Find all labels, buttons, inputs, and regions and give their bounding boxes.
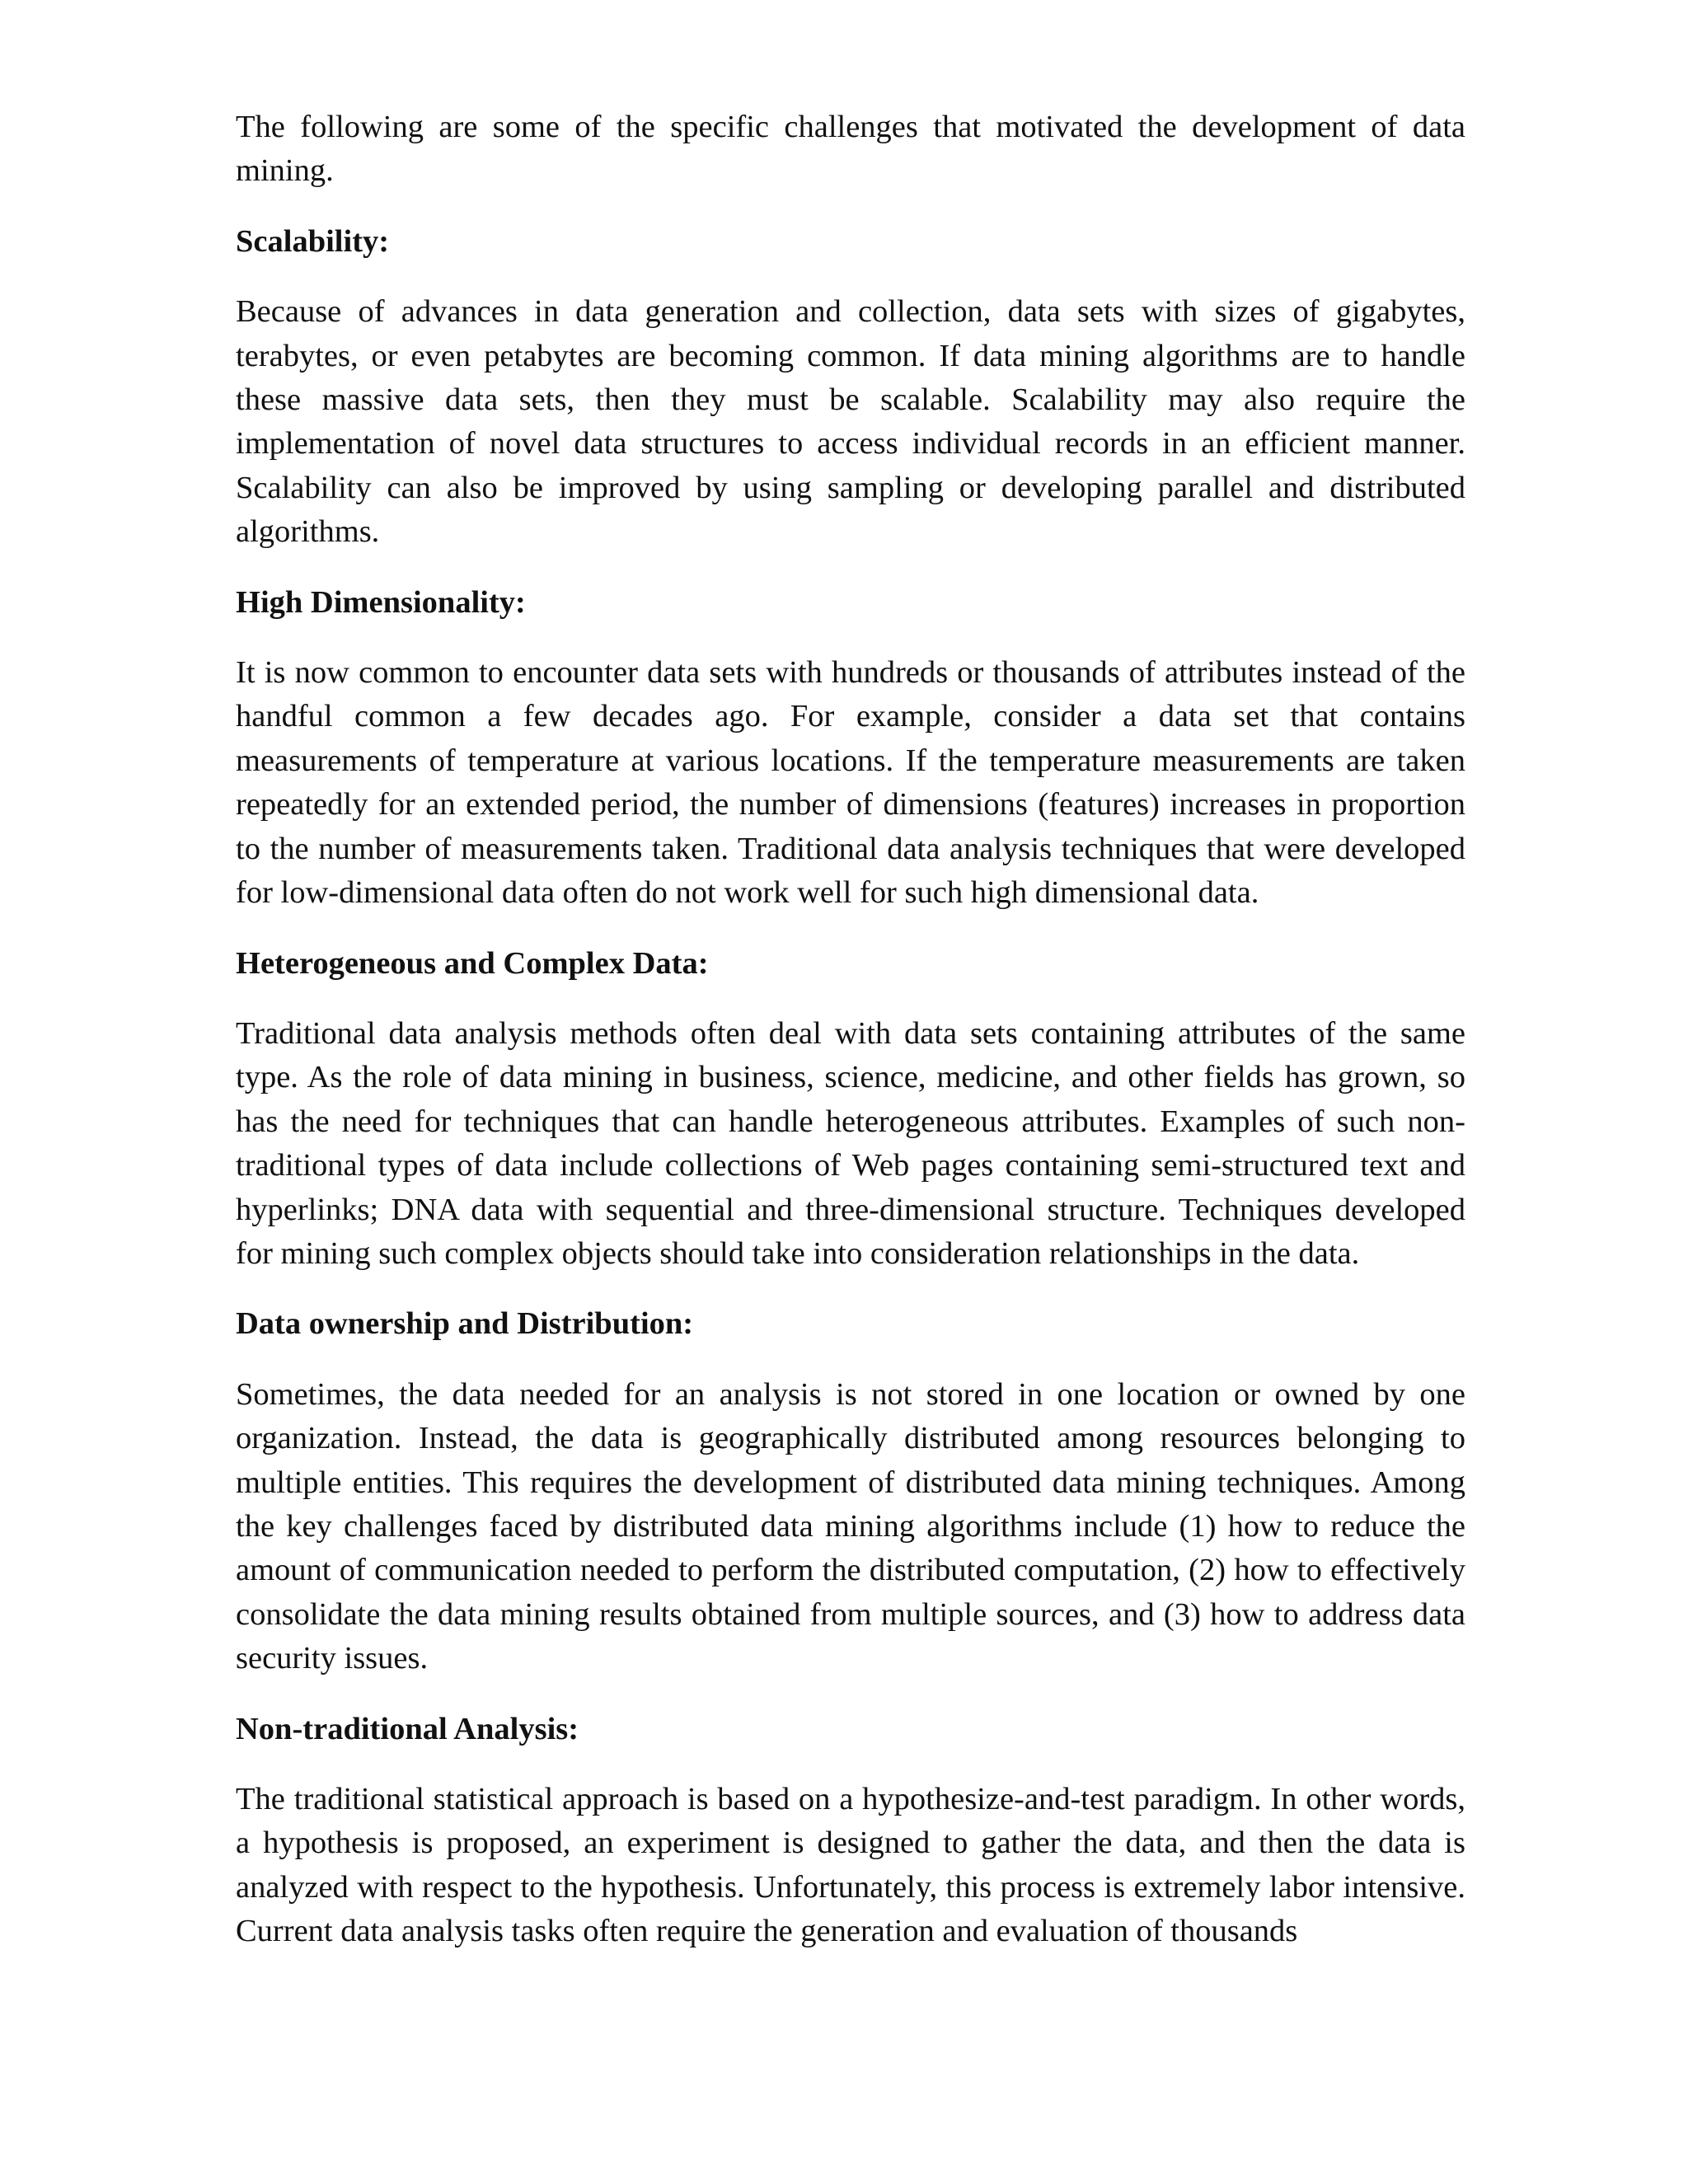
section-body-heterogeneous-data: Traditional data analysis methods often deal with data sets containing attributes of the same type. As the role of data mining in business, science, medicine, and other fields has grown, so has the need for techniques that can handle heterogeneous attributes. Examples of such non-traditional types of data include collections of Web pages containing semi-structured text and hyperlinks; DNA data with sequential and three-dimensional structure. Techniques developed for mining such complex objects should take into consideration relationships in the data. — [236, 1015, 1465, 1271]
section-body-high-dimensionality: It is now common to encounter data sets with hundreds or thousands of attributes instead of the handful common a few decades ago. For example, consider a data set that contains measurements of temperature at various locations. If the temperature measurements are taken repeatedly for an extended period, the number of dimensions (features) increases in proportion to the number of measurements taken. Traditional data analysis techniques that were developed for low-dimensional data often do not work well for such high dimensional data. — [236, 655, 1465, 911]
section-heading-high-dimensionality: High Dimensionality: — [236, 584, 526, 620]
section-body-non-traditional-analysis: The traditional statistical approach is based on a hypothesize-and-test paradigm. In other words, a hypothesis is proposed, an experiment is designed to gather the data, and then the data is analyzed with respect to the hypothesis. Unfortunately, this process is extremely labor intensive. Current data analysis tasks often require the generation and evaluation of thousands — [236, 1782, 1465, 1949]
section-heading-data-ownership: Data ownership and Distribution: — [236, 1306, 694, 1342]
intro-paragraph: The following are some of the specific challenges that motivated the development of data mining. — [236, 110, 1465, 189]
section-body-data-ownership: Sometimes, the data needed for an analysis is not stored in one location or owned by one organization. Instead, the data is geographically distributed among resources belonging to multiple entities. This requires the development of distributed data mining techniques. Among the key challenges faced by distributed data mining algorithms include (1) how to reduce the amount of communication needed to perform the distributed computation, (2) how to effectively consolidate the data mining results obtained from multiple sources, and (3) how to address data security issues. — [236, 1376, 1465, 1676]
section-heading-scalability: Scalability: — [236, 223, 390, 259]
section-heading-heterogeneous-data: Heterogeneous and Complex Data: — [236, 945, 709, 981]
section-heading-non-traditional-analysis: Non-traditional Analysis: — [236, 1711, 579, 1746]
document-page — [236, 105, 1465, 1980]
section-body-scalability: Because of advances in data generation and collection, data sets with sizes of gigabytes, terabytes, or even petabytes are becoming common. If data mining algorithms are to handle these massive data sets, then they must be scalable. Scalability may also require the implementation of novel data structures to access individual records in an efficient manner. Scalability can also be improved by using sampling or developing parallel and distributed algorithms. — [236, 294, 1465, 550]
